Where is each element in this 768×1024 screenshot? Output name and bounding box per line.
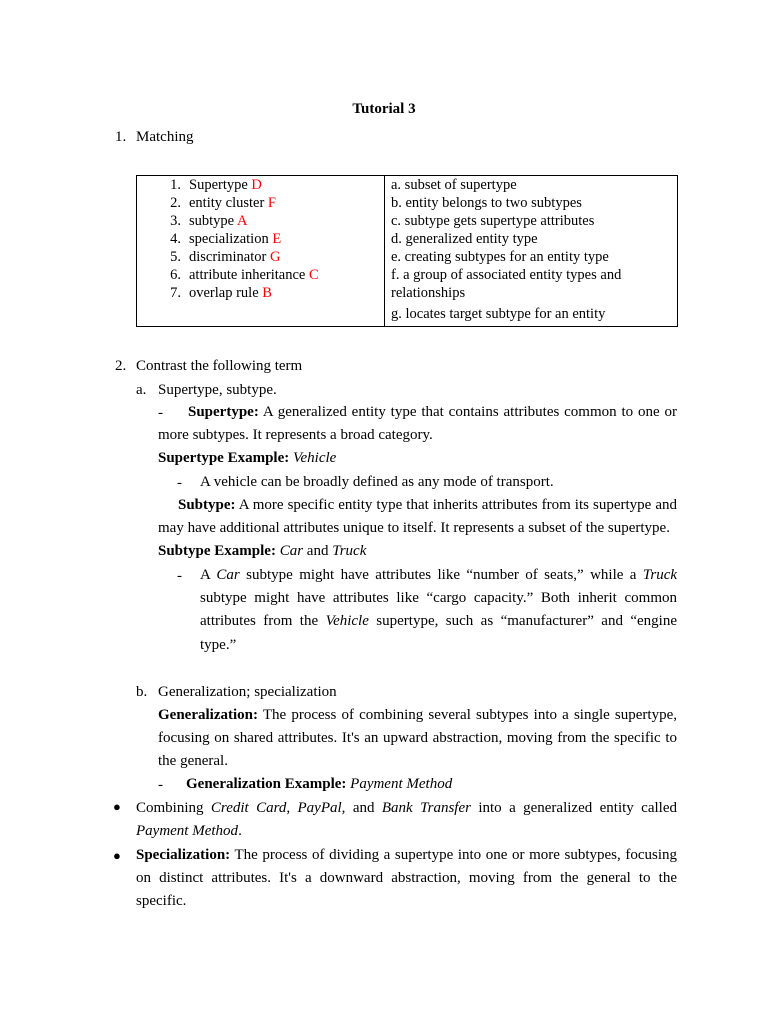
answer-letter: D — [251, 177, 262, 193]
generalization-definition — [158, 704, 677, 774]
bullet1-text-4: into a generalized entity called — [470, 800, 677, 816]
generalization-example-dash: - — [158, 777, 163, 793]
supertype-example-value: Vehicle — [293, 450, 337, 466]
generalization-def-text: The process of combining several subtypes into a single supertype, focusing on shared attributes. It's an upward abstraction, moving from the specific to the general. — [158, 707, 677, 770]
bullet1-credit-card: Credit Card — [210, 800, 287, 816]
subtype-example — [158, 540, 366, 563]
car-note-vehicle: Vehicle — [325, 613, 369, 630]
definition-item: g. locates target subtype for an entity — [391, 306, 606, 322]
payment-method-bullet — [136, 797, 677, 843]
specialization-definition — [136, 844, 677, 914]
q2a-heading: Supertype, subtype. — [158, 382, 277, 398]
term-number: 2. — [170, 195, 181, 211]
term-text: discriminator — [189, 249, 267, 265]
q2b-heading: Generalization; specialization — [158, 684, 337, 700]
definition-item: e. creating subtypes for an entity type — [391, 249, 609, 265]
answer-letter: E — [272, 231, 282, 247]
matching-table — [136, 175, 678, 327]
term-item — [137, 248, 384, 266]
car-note-text-4: supertype, such as “manufacturer” and “engine type.” — [200, 613, 677, 653]
term-text: subtype — [189, 213, 235, 229]
term-item — [137, 284, 384, 302]
term-text: attribute inheritance — [189, 267, 306, 283]
q1-heading: Matching — [136, 129, 194, 145]
car-truck-note — [200, 564, 677, 657]
car-note-dash: - — [177, 568, 182, 584]
q2-number: 2. — [115, 358, 127, 374]
q1-number: 1. — [115, 129, 127, 145]
term-text: specialization — [189, 231, 273, 247]
term-text: overlap rule — [189, 285, 259, 301]
supertype-term: Supertype: — [188, 404, 259, 420]
specialization-def-text: The process of dividing a supertype into one or more subtypes, focusing on distinct attributes. It's a downward abstraction, moving from the general to the specific. — [136, 847, 677, 910]
bullet1-text-1: Combining — [136, 800, 211, 816]
term-item — [137, 176, 384, 194]
supertype-example — [158, 447, 336, 470]
generalization-term: Generalization: — [158, 707, 258, 723]
vehicle-note-dash: - — [177, 475, 182, 491]
supertype-dash: - — [158, 405, 163, 421]
term-text: Supertype — [189, 177, 248, 193]
answer-letter: A — [236, 213, 248, 229]
bullet1-text-5: . — [238, 823, 242, 840]
subtype-example-car: Car — [279, 543, 304, 559]
bullet1-text-2: , — [286, 800, 298, 816]
subtype-definition — [158, 494, 677, 540]
bullet1-bank-transfer: Bank Transfer — [381, 800, 471, 816]
bullet1-paypal: PayPal — [297, 800, 342, 816]
vehicle-note: A vehicle can be broadly defined as any mode of transport. — [200, 474, 554, 490]
bullet-icon: ● — [113, 848, 121, 863]
subtype-def-text: A more specific entity type that inherits attributes from its supertype and may have additional attributes unique to itself. It represents a subset of the supertype. — [158, 497, 677, 537]
subtype-example-truck: Truck — [332, 543, 367, 559]
supertype-example-label: Supertype Example: — [158, 450, 290, 466]
car-note-text-1: A — [200, 567, 217, 583]
supertype-def-text: A generalized entity type that contains attributes common to one or more subtypes. It represents a broad category. — [158, 404, 677, 444]
subtype-example-and: and — [303, 543, 333, 559]
term-number: 5. — [170, 249, 181, 265]
generalization-example-value: Payment Method — [350, 776, 453, 792]
answer-letter: C — [308, 267, 319, 283]
definition-item: d. generalized entity type — [391, 231, 538, 247]
definition-item: f. a group of associated entity types and relationships — [391, 267, 622, 301]
answer-letter: F — [267, 195, 276, 211]
definition-item: c. subtype gets supertype attributes — [391, 213, 595, 229]
definition-item: b. entity belongs to two subtypes — [391, 195, 582, 211]
subtype-term: Subtype: — [178, 497, 236, 513]
bullet-icon: ● — [113, 799, 121, 814]
generalization-example-label: Generalization Example: — [186, 776, 347, 792]
car-note-text-3: subtype might have attributes like “cargo capacity.” Both inherit common attributes from the — [200, 590, 677, 630]
term-item — [137, 212, 384, 230]
definition-item: a. subset of supertype — [391, 177, 517, 193]
generalization-example — [186, 773, 452, 796]
term-text: entity cluster — [189, 195, 265, 211]
q2-heading: Contrast the following term — [136, 358, 303, 374]
term-number: 4. — [170, 231, 181, 247]
term-item — [137, 230, 384, 248]
term-number: 3. — [170, 213, 181, 229]
terms-column — [137, 176, 385, 327]
answer-letter: B — [262, 285, 272, 301]
supertype-definition — [158, 401, 677, 447]
car-note-text-2: subtype might have attributes like “number of seats,” while a — [239, 567, 643, 583]
term-number: 6. — [170, 267, 181, 283]
bullet1-payment-method: Payment Method — [136, 823, 239, 840]
q2a-label: a. — [136, 382, 147, 398]
definitions-column — [385, 176, 678, 327]
term-number: 7. — [170, 285, 181, 301]
term-number: 1. — [170, 177, 181, 193]
q2b-label: b. — [136, 684, 148, 700]
answer-letter: G — [269, 249, 281, 265]
page-title: Tutorial 3 — [352, 101, 416, 117]
car-note-car: Car — [216, 567, 240, 583]
bullet1-text-3: , and — [341, 800, 382, 816]
specialization-term: Specialization: — [136, 847, 231, 863]
term-item — [137, 266, 384, 284]
subtype-example-label: Subtype Example: — [158, 543, 276, 559]
term-item — [137, 194, 384, 212]
car-note-truck: Truck — [642, 567, 678, 583]
